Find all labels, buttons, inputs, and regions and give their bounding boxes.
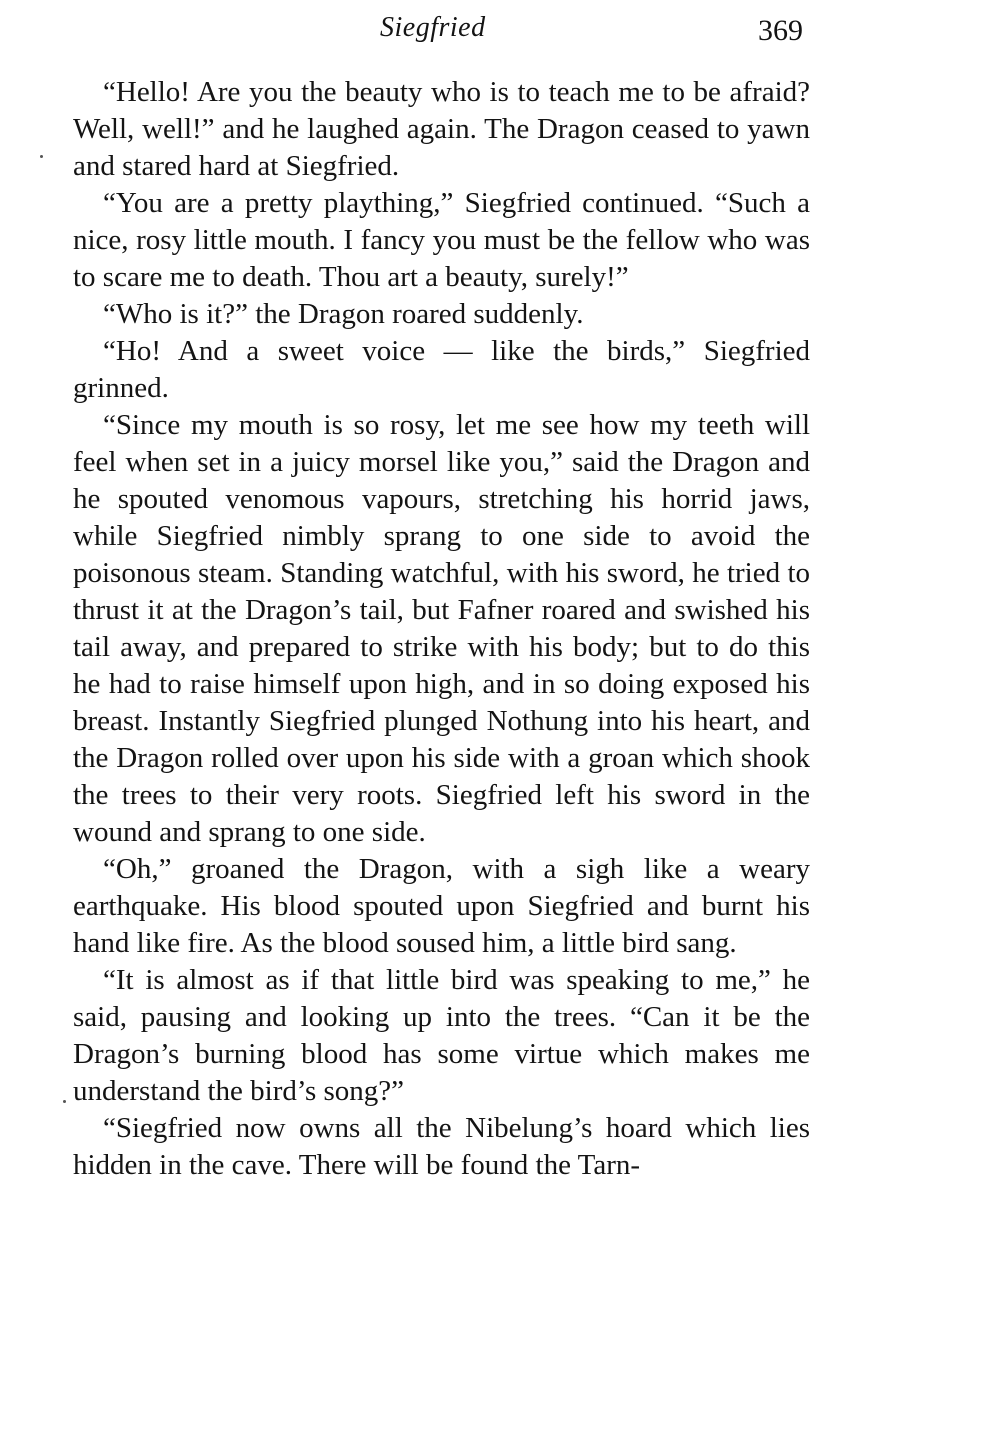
paragraph-dragon-fight: “Since my mouth is so rosy, let me see how my teeth will feel when set in a juicy morsel like you,” said the Dragon and he spouted venomous vapours, stretching his horrid jaws, while Siegfried nimbly sprang to one side to avoid the poisonous steam. Standing watchful, with his sword, he tried to thrust it at the Dragon’s tail, but Fafner roared and swished his tail away, and prepared to strike with his body; but to do this he had to raise himself upon high, and in so doing exposed his breast. Instantly Siegfried plunged Nothung into his heart, and the Dragon rolled over upon his side with a groan which shook the trees to their very roots. Siegfried left his sword in the wound and sprang to one side. xyxy=(73,409,810,848)
paragraph-pretty-plaything: “You are a pretty plaything,” Siegfried continued. “Such a nice, rosy little mouth. I fancy you must be the fellow who was to scare me to death. Thou art a beauty, surely!” xyxy=(73,187,810,293)
paragraph-who-is-it: “Who is it?” the Dragon roared suddenly. xyxy=(103,298,584,330)
page-number: 369 xyxy=(758,14,803,47)
body-text xyxy=(73,74,810,1184)
running-head xyxy=(0,12,1000,52)
paragraph-little-bird: “It is almost as if that little bird was speaking to me,” he said, pausing and looking up into the trees. “Can it be the Dragon’s burning blood has some virtue which makes me understand the bird’s song?” xyxy=(73,964,810,1107)
paragraph-nibelung-hoard: “Siegfried now owns all the Nibelung’s hoard which lies hidden in the cave. There will be found the Tarn- xyxy=(73,1112,810,1181)
running-title: Siegfried xyxy=(380,12,486,43)
paragraph-dragon-groan: “Oh,” groaned the Dragon, with a sigh like a weary earthquake. His blood spouted upon Siegfried and burnt his hand like fire. As the blood soused him, a little bird sang. xyxy=(73,853,810,959)
paragraph-sweet-voice: “Ho! And a sweet voice — like the birds,” Siegfried grinned. xyxy=(73,335,810,404)
paragraph-hello: “Hello! Are you the beauty who is to teach me to be afraid? Well, well!” and he laughed again. The Dragon ceased to yawn and stared hard at Siegfried. xyxy=(73,76,810,182)
scan-speck xyxy=(40,155,43,158)
scan-speck xyxy=(63,1100,66,1103)
